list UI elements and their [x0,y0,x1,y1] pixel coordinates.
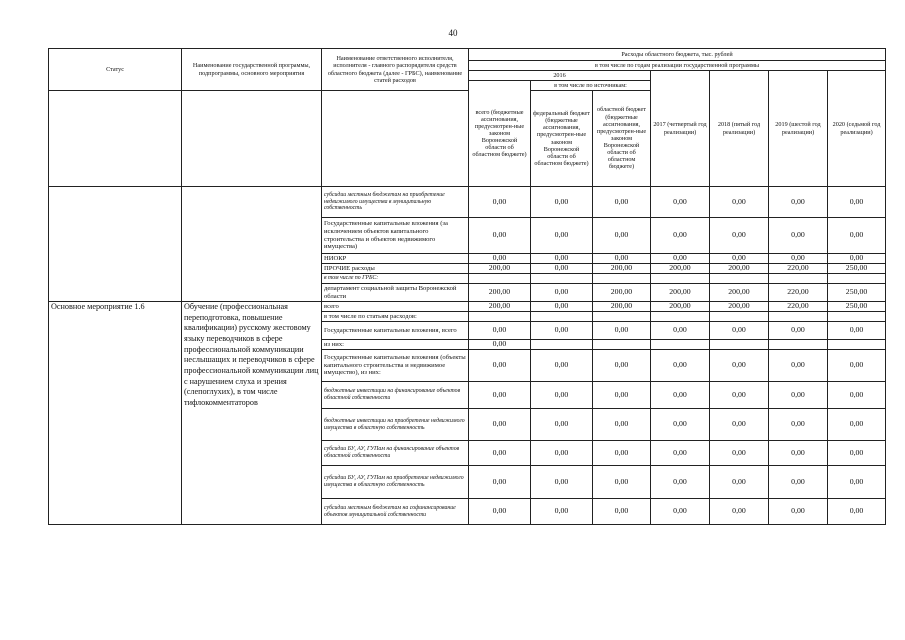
row-label: Государственные капитальные вложения (объекты капитального строительства и недвижимое имущество), из них: [322,350,469,382]
value-cell [593,312,651,322]
value-cell: 0,00 [531,409,593,441]
value-cell: 0,00 [593,254,651,264]
row-total [49,302,886,312]
header-executor: Наименование ответственного исполнителя, исполнителя - главного распорядителя средств областного бюджета (далее - ГРБС), наименование статей расходов [322,49,469,91]
value-cell: 0,00 [531,302,593,312]
value-cell: 0,00 [710,441,769,466]
value-cell: 0,00 [769,409,828,441]
value-cell: 0,00 [469,254,531,264]
row-label: из них: [322,340,469,350]
value-cell: 0,00 [593,322,651,340]
value-cell [828,274,886,284]
value-cell: 0,00 [710,350,769,382]
header-regional: областной бюджет (бюджетные ассигнования, предусмотрен-ные законом Воронежской области об областном бюджете) [593,91,651,187]
value-cell: 0,00 [593,218,651,254]
value-cell: 0,00 [828,218,886,254]
row-label: бюджетные инвестиции на приобретение недвижимого имущества в областную собственность [322,409,469,441]
value-cell: 0,00 [593,466,651,499]
value-cell: 0,00 [769,218,828,254]
value-cell: 0,00 [593,187,651,218]
value-cell [593,340,651,350]
value-cell: 0,00 [651,499,710,525]
header-year-2016: 2016 [469,71,651,81]
header-2019: 2019 (шестой год реализации) [769,71,828,187]
value-cell: 0,00 [651,254,710,264]
row-label: департамент социальной защиты Воронежской области [322,284,469,302]
value-cell: 0,00 [651,350,710,382]
value-cell: 200,00 [593,302,651,312]
row-label: субсидии БУ, АУ, ГУПам на финансирование объектов областной собственности [322,441,469,466]
value-cell: 0,00 [651,322,710,340]
value-cell [828,340,886,350]
value-cell: 0,00 [828,187,886,218]
header-2017: 2017 (четвертый год реализации) [651,71,710,187]
value-cell: 0,00 [828,382,886,409]
value-cell: 0,00 [531,466,593,499]
budget-table [48,48,886,525]
value-cell: 220,00 [769,302,828,312]
value-cell: 0,00 [828,441,886,466]
value-cell: 0,00 [531,254,593,264]
value-cell: 0,00 [593,409,651,441]
value-cell [710,312,769,322]
value-cell: 0,00 [710,466,769,499]
value-cell: 250,00 [828,264,886,274]
row-label: Государственные капитальные вложения (за исключением объектов капитального строительства и объектов недвижимого имущества) [322,218,469,254]
value-cell: 200,00 [469,284,531,302]
value-cell: 0,00 [828,322,886,340]
value-cell: 0,00 [469,466,531,499]
value-cell [651,340,710,350]
row-label: НИОКР [322,254,469,264]
value-cell: 0,00 [593,350,651,382]
header-2020: 2020 (седьмой год реализации) [828,71,886,187]
value-cell: 0,00 [651,218,710,254]
name-cell-prev [182,187,322,302]
value-cell: 0,00 [710,409,769,441]
value-cell: 200,00 [710,302,769,312]
value-cell [710,274,769,284]
value-cell [469,274,531,284]
value-cell: 0,00 [469,187,531,218]
header-federal: федеральный бюджет (бюджетные ассигнования, предусмотрен-ные законом Воронежской области об областном бюджете) [531,91,593,187]
header-status-filler [49,91,182,187]
value-cell: 0,00 [828,466,886,499]
value-cell: 200,00 [651,284,710,302]
status-cell-prev [49,187,182,302]
value-cell: 200,00 [469,264,531,274]
value-cell: 0,00 [710,499,769,525]
value-cell: 0,00 [828,499,886,525]
value-cell: 200,00 [710,264,769,274]
value-cell: 200,00 [593,284,651,302]
value-cell: 200,00 [469,302,531,312]
value-cell [651,312,710,322]
value-cell: 0,00 [710,187,769,218]
value-cell: 0,00 [469,499,531,525]
value-cell: 250,00 [828,284,886,302]
value-cell: 0,00 [531,382,593,409]
row-label: всего [322,302,469,312]
value-cell: 0,00 [651,382,710,409]
value-cell: 200,00 [651,264,710,274]
header-2018: 2018 (пятый год реализации) [710,71,769,187]
value-cell: 0,00 [469,340,531,350]
value-cell: 0,00 [651,466,710,499]
row-label: субсидии БУ, АУ, ГУПам на приобретение недвижимого имущества в областную собственность [322,466,469,499]
row-label: бюджетные инвестиции на финансирование объектов областной собственности [322,382,469,409]
value-cell [531,274,593,284]
value-cell: 0,00 [651,409,710,441]
header-by-years: в том числе по годам реализации государственной программы [469,61,886,71]
value-cell: 0,00 [531,322,593,340]
value-cell: 0,00 [651,441,710,466]
value-cell: 0,00 [531,350,593,382]
value-cell: 0,00 [469,441,531,466]
page-number: 40 [448,28,458,38]
row-label: Государственные капитальные вложения, всего [322,322,469,340]
value-cell: 200,00 [651,302,710,312]
value-cell [769,274,828,284]
header-by-sources: в том числе по источникам: [531,81,651,91]
value-cell [531,312,593,322]
value-cell: 0,00 [828,254,886,264]
value-cell [593,274,651,284]
value-cell: 0,00 [769,499,828,525]
header-executor-filler [322,91,469,187]
header-status: Статус [49,49,182,91]
value-cell: 0,00 [531,441,593,466]
value-cell [531,340,593,350]
value-cell: 0,00 [593,499,651,525]
value-cell [469,312,531,322]
value-cell [710,340,769,350]
value-cell: 0,00 [828,350,886,382]
row-subsidies-municipal-property [49,187,886,218]
table-body [49,187,886,525]
value-cell: 220,00 [769,264,828,274]
value-cell: 0,00 [769,350,828,382]
value-cell: 0,00 [469,218,531,254]
value-cell [651,274,710,284]
row-label: субсидии местным бюджетам на приобретение недвижимого имущества в муниципальную собственность [322,187,469,218]
value-cell [828,312,886,322]
value-cell: 220,00 [769,284,828,302]
value-cell: 200,00 [710,284,769,302]
value-cell: 250,00 [828,302,886,312]
value-cell: 0,00 [593,441,651,466]
event-name: Обучение (профессиональная переподготовка, повышение квалификации) русскому жестовому языку переводчиков в сфере профессиональной коммуникации неслышащих и переводчиков в сфере профессиональной коммуникации лиц с нарушением слуха и зрения (слепоглухих), в том числе тифлокомментаторов [182,302,322,525]
value-cell: 0,00 [710,382,769,409]
value-cell [769,312,828,322]
value-cell: 0,00 [531,218,593,254]
value-cell: 0,00 [469,382,531,409]
value-cell [769,340,828,350]
value-cell: 0,00 [710,254,769,264]
value-cell: 0,00 [469,409,531,441]
value-cell: 0,00 [710,322,769,340]
value-cell: 0,00 [769,254,828,264]
row-label: в том числе по ГРБС: [322,274,469,284]
event-status: Основное мероприятие 1.6 [49,302,182,525]
value-cell: 0,00 [531,187,593,218]
row-label: в том числе по статьям расходов: [322,312,469,322]
value-cell: 0,00 [769,187,828,218]
value-cell: 0,00 [769,466,828,499]
value-cell: 0,00 [531,284,593,302]
header-program-filler [182,91,322,187]
value-cell: 0,00 [531,499,593,525]
value-cell: 0,00 [769,382,828,409]
row-label: субсидии местным бюджетам на софинансирование объектов муниципальной собственности [322,499,469,525]
value-cell: 0,00 [651,187,710,218]
row-label: ПРОЧИЕ расходы [322,264,469,274]
value-cell: 0,00 [710,218,769,254]
value-cell: 0,00 [531,264,593,274]
value-cell: 0,00 [469,322,531,340]
value-cell: 0,00 [469,350,531,382]
value-cell: 200,00 [593,264,651,274]
header-total: всего (бюджетные ассигнования, предусмотрен-ные законом Воронежской области об областном бюджете) [469,81,531,187]
value-cell: 0,00 [593,382,651,409]
header-expenses: Расходы областного бюджета, тыс. рублей [469,49,886,61]
value-cell: 0,00 [769,441,828,466]
value-cell: 0,00 [769,322,828,340]
header-program-name: Наименование государственной программы, подпрограммы, основного мероприятия [182,49,322,91]
value-cell: 0,00 [828,409,886,441]
